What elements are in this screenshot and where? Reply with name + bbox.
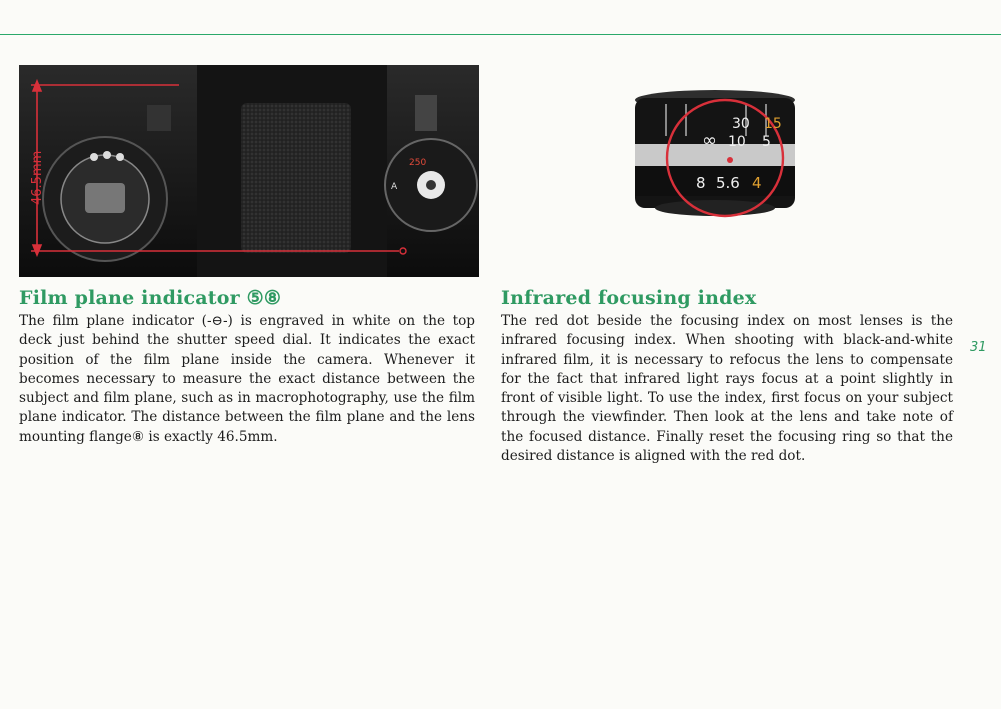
dimension-label: 46.5mm [30, 150, 45, 205]
camera-top-photo [19, 65, 479, 277]
lens-aperture-4: 4 [752, 174, 762, 192]
lens-aperture-5-6: 5.6 [716, 174, 740, 192]
infrared-heading: Infrared focusing index [501, 287, 757, 309]
page-number: 31 [970, 340, 987, 355]
lens-scale-5: 5 [762, 134, 771, 150]
film-plane-body: The film plane indicator (-⊖-) is engraved in white on the top deck just behind the shutter speed dial. It indicates the exact position of the film plane inside the camera. Whenever it becomes necessary to measure the exact distance between the subject and film plane, such as in macrophotography, use the film plane indicator. The distance between the film plane and the lens mounting flange⑧ is exactly 46.5mm. [19, 313, 475, 445]
top-rule [0, 34, 1001, 35]
lens-scale-10: 10 [728, 134, 746, 150]
svg-text:A: A [391, 182, 398, 192]
lens-scale-30: 30 [732, 116, 750, 132]
lens-aperture-8: 8 [696, 174, 706, 192]
infrared-body: The red dot beside the focusing index on most lenses is the infrared focusing index. When shooting with black-and-white infrared film, it is necessary to refocus the lens to compensate for the fact that infrared light rays focus at a point slightly in front of visible light. To use the index, first focus on your subject through the viewfinder. Then look at the lens and take note of the focused distance. Finally reset the focusing ring so that the desired distance is aligned with the red dot. [501, 313, 953, 465]
svg-text:250: 250 [409, 158, 427, 168]
film-plane-heading: Film plane indicator ⑤⑧ [19, 287, 282, 309]
lens-scale-15: 15 [764, 116, 782, 132]
lens-scale-infinity: ∞ [702, 130, 717, 151]
lens-photo [626, 86, 804, 221]
